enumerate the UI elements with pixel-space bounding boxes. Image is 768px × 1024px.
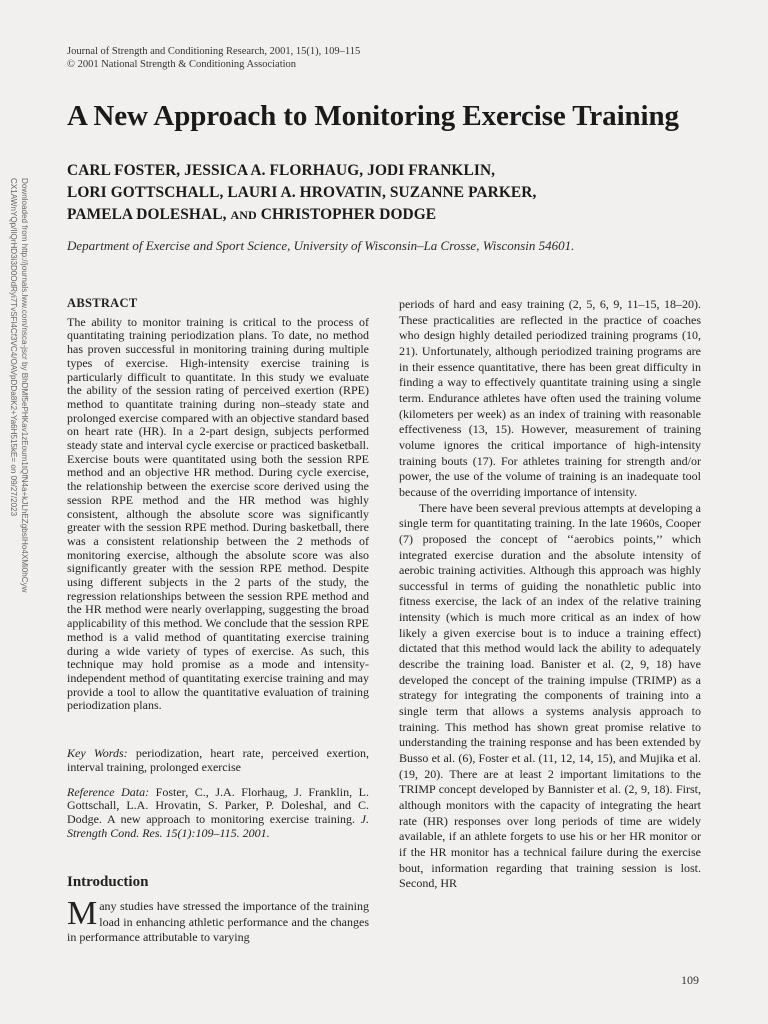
author-line-2: LORI GOTTSCHALL, LAURI A. HROVATIN, SUZANNE PARKER,	[67, 184, 537, 201]
page-number: 109	[681, 973, 699, 987]
article-title: A New Approach to Monitoring Exercise Training	[67, 100, 679, 132]
introduction-heading: Introduction	[67, 874, 149, 891]
journal-citation: Journal of Strength and Conditioning Research, 2001, 15(1), 109–115	[67, 46, 361, 57]
author-line-3	[67, 204, 727, 226]
keywords	[67, 747, 369, 774]
download-watermark	[1, 178, 45, 618]
left-column	[67, 297, 369, 946]
author-list	[67, 160, 727, 226]
right-column	[399, 297, 701, 892]
author-and: AND	[230, 208, 257, 222]
keywords-label: Key Words:	[67, 746, 128, 761]
journal-copyright: © 2001 National Strength & Conditioning Association	[67, 59, 297, 70]
reference-text: Foster, C., J.A. Florhaug, J. Franklin, L. Gottschall, L.A. Hrovatin, S. Parker, P. Doleshal, and C. Dodge. A new approach to monitoring exercise training.	[67, 784, 369, 826]
right-paragraph-1: periods of hard and easy training (2, 5, 6, 9, 11–15, 18–20). These practicalities are reflected in the practice of coaches who design highly detailed periodized training programs (10, 21). Unfortunately, although periodized training programs are in their essence quantitative, there has been great difficulty in finding a way to effectively quantitate training using a single term. Endurance athletes have often used the training volume (kilometers per week) as an index of training with reasonable effectiveness (13, 15). However, measurement of training volume ignores the critical importance of high-intensity training bouts (17). For athletes training for strength and/or power, the use of the volume of training is an inadequate tool because of the overriding importance of intensity.	[399, 297, 701, 499]
right-paragraph-2: There have been several previous attempts at developing a single term for quantitating training. In the late 1960s, Cooper (7) proposed the concept of ‘‘aerobics points,’’ which integrated exercise duration and the absolute intensity of aerobic training activities. Although this approach was highly successful in terms of guiding the nonathletic public into fitness exercise, the lack of an index of the relative training intensity (which is much more critical as an index of how likely a given exercise bout is to induce a training effect) dictated that this method would lack the ability to adequately describe the training load. Banister et al. (2, 9, 18) have developed the concept of the training impulse (TRIMP) as a strategy for integrating the components of training into a single term that allows a systems analysis approach to training. This method has shown great promise relative to understanding the training response and has been extended by Busso et al. (6), Foster et al. (11, 12, 14, 15), and Mujika et al. (19, 20). There are at least 2 important limitations to the TRIMP concept developed by Bannister et al. (2, 9, 18). First, although monitors with the capacity of integrating the heart rate (HR) responses over long periods of time are widely available, if an athlete forgets to use his or her HR monitor or if the HR monitor has a technical failure during the exercise bout, information regarding that training session is lost. Second, HR	[399, 500, 701, 891]
download-line-2: CX1AWnYQp/IlQrHD3i3D0OdRyi7TvSFl4Cf3VC4/OAVpDDa8K2+Ya6H515kE= on 09/27/2023	[9, 178, 18, 517]
journal-header	[67, 45, 360, 71]
keywords-text: periodization, heart rate, perceived exertion, interval training, prolonged exercise	[67, 746, 369, 774]
introduction-body	[67, 895, 369, 946]
author-line-3-start: PAMELA DOLESHAL,	[67, 206, 231, 223]
author-line-3-end: CHRISTOPHER DODGE	[256, 206, 437, 223]
author-line-1: CARL FOSTER, JESSICA A. FLORHAUG, JODI FRANKLIN,	[67, 162, 496, 179]
introduction-text: any studies have stressed the importance of the training load in enhancing athletic performance and the changes in performance attributable to varying	[67, 899, 369, 945]
reference-data	[67, 786, 369, 841]
download-line-1: Downloaded from http://journals.lww.com/nsca-jscr by BhDMf5ePHKav1zEoum1tQfN4a+kJLhEZgbsIHo4XMi0hCyw	[20, 178, 29, 593]
reference-journal: J. Strength Cond. Res. 15(1):109–115. 2001.	[67, 811, 369, 840]
abstract-body: The ability to monitor training is critical to the process of quantitating training periodization plans. To date, no method has proven successful in monitoring training during multiple types of exercise. High-intensity exercise training is particularly difficult to quantitate. In this study we evaluate the ability of the session rating of perceived exertion (RPE) method to quantitate training during non–steady state and prolonged exercise compared with an objective standard based on heart rate (HR). In a 2-part design, subjects performed steady state and interval cycle exercise or practiced basketball. Exercise bouts were quantitated using both the session RPE method and an objective HR method. During cycle exercise, the relationship between the exercise score derived using the session RPE method and the HR method was highly consistent, although the absolute score was significantly greater with the session RPE method. During basketball, there was a consistent relationship between the 2 methods of monitoring exercise, although the absolute score was also significantly greater with the session RPE method. Despite using different subjects in the 2 parts of the study, the regression relationships between the session RPE method and the HR method were nearly overlapping, suggesting the broad applicability of this method. We conclude that the session RPE method is a valid method of quantitating exercise training during a wide variety of types of exercise. As such, this technique may hold promise as a mode and intensity-independent method of quantitating exercise training and may provide a tool to allow the quantitative evaluation of training periodization plans.	[67, 314, 369, 713]
abstract-heading: ABSTRACT	[67, 296, 138, 310]
drop-cap: M	[67, 895, 98, 933]
reference-label: Reference Data:	[67, 784, 150, 799]
affiliation: Department of Exercise and Sport Science, University of Wisconsin–La Crosse, Wisconsin 54601.	[67, 238, 575, 253]
